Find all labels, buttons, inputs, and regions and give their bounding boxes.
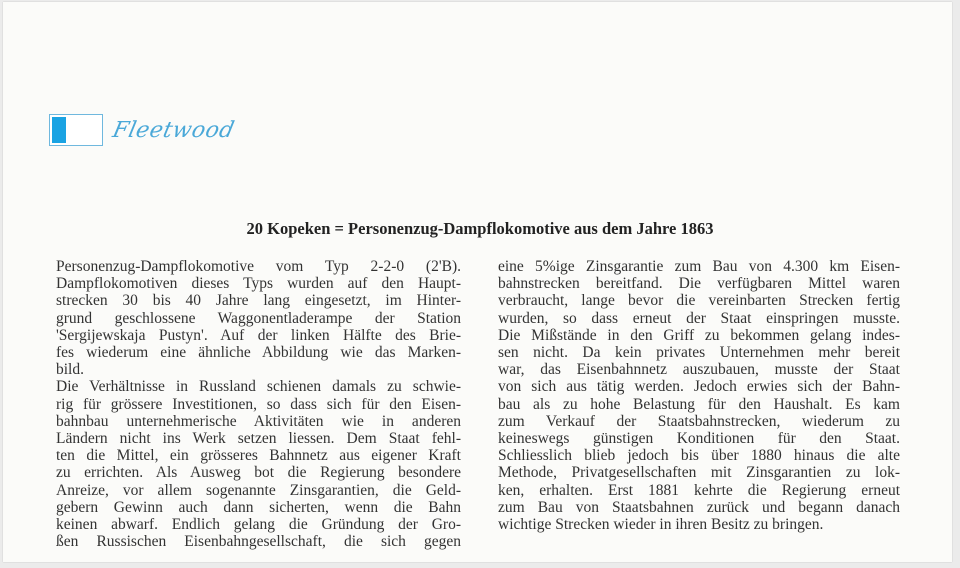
- text-line: bau als zu hohe Belastung für den Haushalt. Es kam: [498, 395, 900, 413]
- text-line: zum Bau von Staatsbahnen zurück und begann danach: [498, 498, 900, 516]
- logo-mark-icon: [49, 114, 103, 146]
- text-line: bild.: [56, 361, 84, 379]
- text-line: keineswegs günstigen Konditionen für den Staat.: [498, 430, 900, 448]
- text-line: ßen Russischen Eisenbahngesellschaft, die sich gegen: [56, 533, 461, 551]
- text-line: gebern Gewinn auch dann sicherten, wenn die Bahn: [56, 498, 461, 516]
- text-line: war, das Eisenbahnnetz auszubauen, musste der Staat: [498, 361, 900, 379]
- page-title: 20 Kopeken = Personenzug-Dampflokomotive aus dem Jahre 1863: [246, 219, 714, 238]
- text-line: bahnbau unternehmerische Aktivitäten wie in anderen: [56, 412, 461, 430]
- text-line: Die Mißstände in den Griff zu bekommen gelang indes-: [498, 326, 900, 344]
- text-line: zum Verkauf der Staatsbahnstrecken, wiederum zu: [498, 412, 900, 430]
- text-line: Ländern nicht ins Werk setzen liessen. Dem Staat fehl-: [56, 430, 461, 448]
- brand-logo: [49, 114, 237, 146]
- text-line: fes wiederum eine ähnliche Abbildung wie das Marken-: [56, 344, 461, 362]
- logo-mark-fill: [52, 117, 66, 143]
- text-line: ken, erhalten. Erst 1881 kehrte die Regierung erneut: [498, 481, 900, 499]
- text-line: von sich aus tätig werden. Jedoch erwies sich der Bahn-: [498, 378, 900, 396]
- text-line: rig für grössere Investitionen, so dass sich für den Eisen-: [56, 395, 461, 413]
- text-line: Dampflokomotiven dieses Typs wurden auf den Haupt-: [56, 275, 461, 293]
- text-line: ten die Mittel, ein grösseres Bahnnetz aus eigener Kraft: [56, 447, 461, 465]
- text-line: wichtige Strecken wieder in ihren Besitz zu bringen.: [498, 516, 824, 534]
- text-line: Personenzug-Dampflokomotive vom Typ 2-2-0 (2'B).: [56, 258, 461, 275]
- text-line: keinen abwarf. Endlich gelang die Gründung der Gro-: [56, 516, 461, 534]
- text-column-left: [56, 258, 461, 550]
- text-column-right: [498, 258, 900, 533]
- text-line: eine 5%ige Zinsgarantie zum Bau von 4.300 km Eisen-: [498, 258, 900, 275]
- text-line: sen nicht. Da kein privates Unternehmen mehr bereit: [498, 344, 900, 362]
- text-line: verbraucht, lange bevor die vereinbarten Strecken fertig: [498, 292, 900, 310]
- text-line: Anreize, vor allem sogenannte Zinsgarantien, die Geld-: [56, 481, 461, 499]
- text-line: grund geschlossene Waggonentladerampe der Station: [56, 309, 461, 327]
- text-line: zu errichten. Als Ausweg bot die Regierung besondere: [56, 464, 461, 482]
- text-line: bahnstrecken bereitfand. Die verfügbaren Mittel waren: [498, 275, 900, 293]
- text-line: Die Verhältnisse in Russland schienen damals zu schwie-: [56, 378, 461, 396]
- text-line: wurden, so dass erneut der Staat einspringen musste.: [498, 309, 900, 327]
- text-line: strecken 30 bis 40 Jahre lang eingesetzt, im Hinter-: [56, 292, 461, 310]
- text-line: 'Sergijewskaja Pustyn'. Auf der linken Hälfte des Brie-: [56, 326, 461, 344]
- brand-name: Fleetwood: [110, 117, 237, 143]
- text-line: Schliesslich blieb jedoch bis über 1880 hinaus die alte: [498, 447, 900, 465]
- text-line: Methode, Privatgesellschaften mit Zinsgarantien zu lok-: [498, 464, 900, 482]
